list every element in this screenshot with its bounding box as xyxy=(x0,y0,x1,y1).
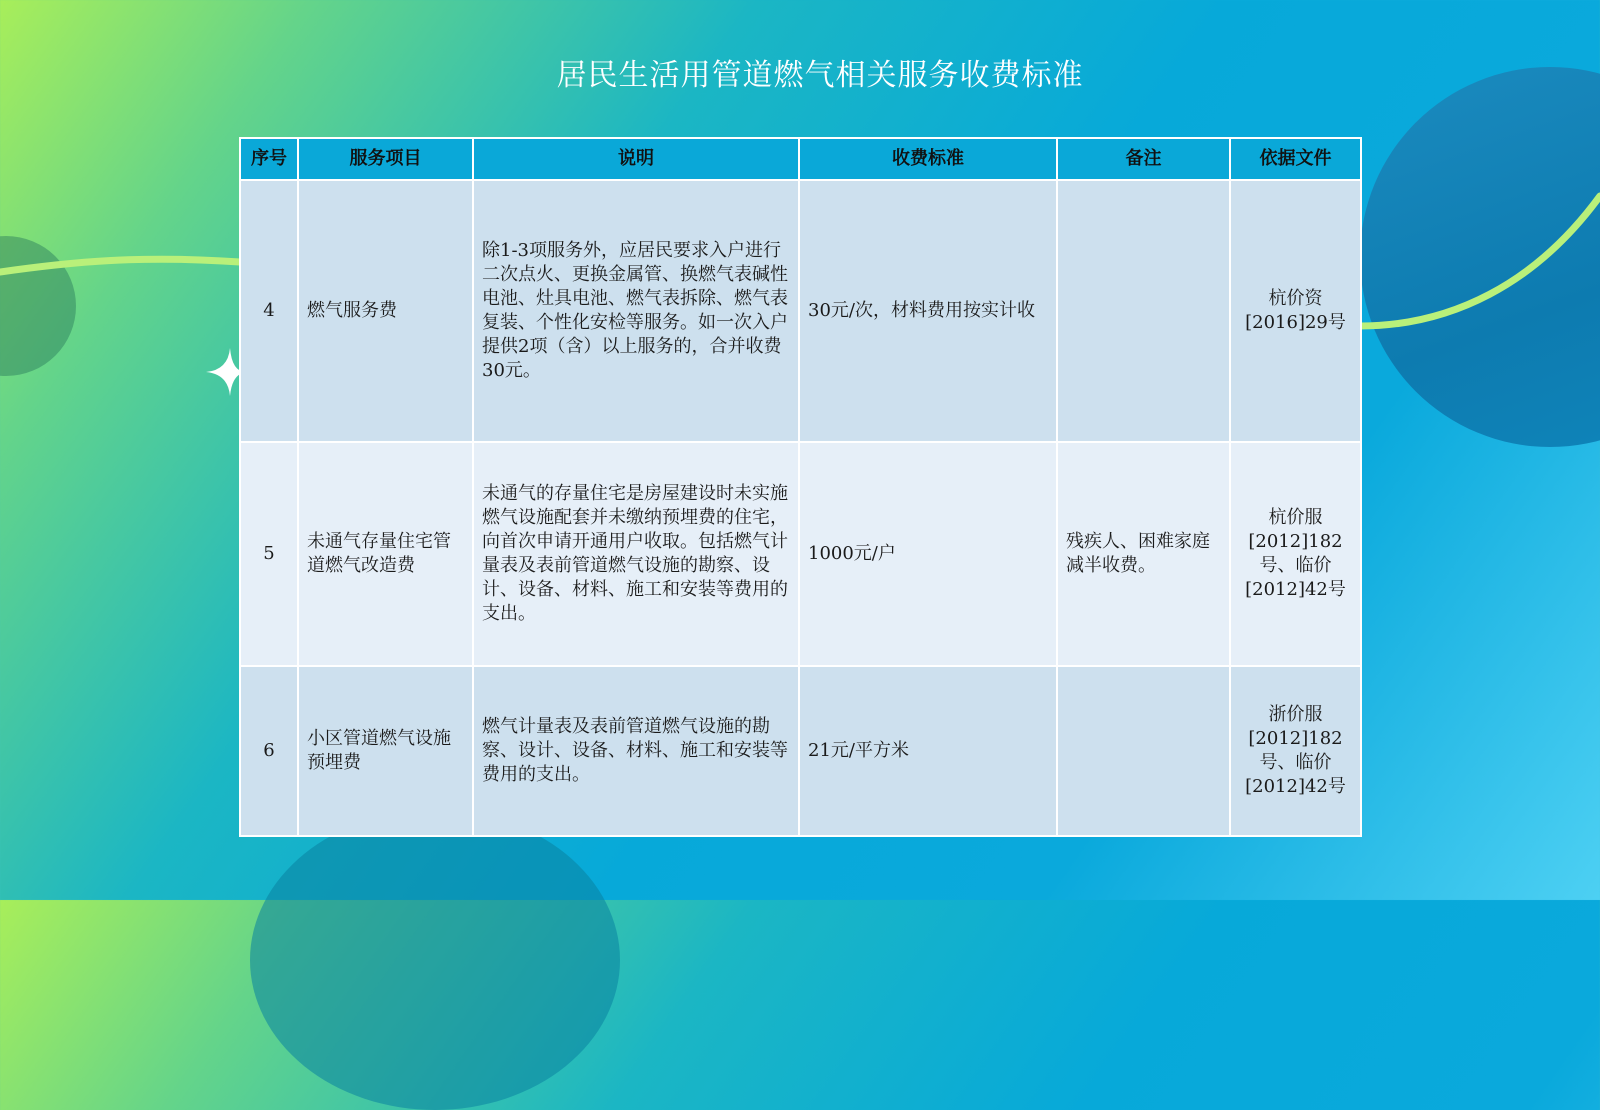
cell-note xyxy=(1057,666,1230,836)
cell-note xyxy=(1057,180,1230,442)
decor-curve-left xyxy=(0,259,240,272)
cell-desc: 未通气的存量住宅是房屋建设时未实施燃气设施配套并未缴纳预埋费的住宅，向首次申请开通用户收取。包括燃气计量表及表前管道燃气设施的勘察、设计、设备、材料、施工和安装等费用的支出。 xyxy=(473,442,799,666)
cell-fee: 30元/次，材料费用按实计收 xyxy=(799,180,1057,442)
cell-desc: 燃气计量表及表前管道燃气设施的勘察、设计、设备、材料、施工和安装等费用的支出。 xyxy=(473,666,799,836)
cell-basis: 杭价服[2012]182号、临价[2012]42号 xyxy=(1230,442,1361,666)
cell-no: 5 xyxy=(240,442,298,666)
header-note: 备注 xyxy=(1057,138,1230,180)
cell-no: 4 xyxy=(240,180,298,442)
cell-item: 未通气存量住宅管道燃气改造费 xyxy=(298,442,473,666)
fee-table xyxy=(239,137,1362,837)
cell-note: 残疾人、困难家庭减半收费。 xyxy=(1057,442,1230,666)
cell-item: 小区管道燃气设施预埋费 xyxy=(298,666,473,836)
table-header-row xyxy=(240,138,1361,180)
cell-fee: 21元/平方米 xyxy=(799,666,1057,836)
page-title: 居民生活用管道燃气相关服务收费标准 xyxy=(556,58,1084,93)
table-row xyxy=(240,180,1361,442)
header-fee: 收费标准 xyxy=(799,138,1057,180)
table-row xyxy=(240,442,1361,666)
cell-no: 6 xyxy=(240,666,298,836)
header-desc: 说明 xyxy=(473,138,799,180)
cell-desc: 除1-3项服务外，应居民要求入户进行二次点火、更换金属管、换燃气表碱性电池、灶具电池、燃气表拆除、燃气表复装、个性化安检等服务。如一次入户提供2项（含）以上服务的，合并收费30元。 xyxy=(473,180,799,442)
cell-fee: 1000元/户 xyxy=(799,442,1057,666)
decor-curve-right xyxy=(1360,196,1600,326)
cell-item: 燃气服务费 xyxy=(298,180,473,442)
cell-basis: 浙价服[2012]182号、临价[2012]42号 xyxy=(1230,666,1361,836)
header-basis: 依据文件 xyxy=(1230,138,1361,180)
header-no: 序号 xyxy=(240,138,298,180)
cell-basis: 杭价资[2016]29号 xyxy=(1230,180,1361,442)
header-item: 服务项目 xyxy=(298,138,473,180)
table-row xyxy=(240,666,1361,836)
